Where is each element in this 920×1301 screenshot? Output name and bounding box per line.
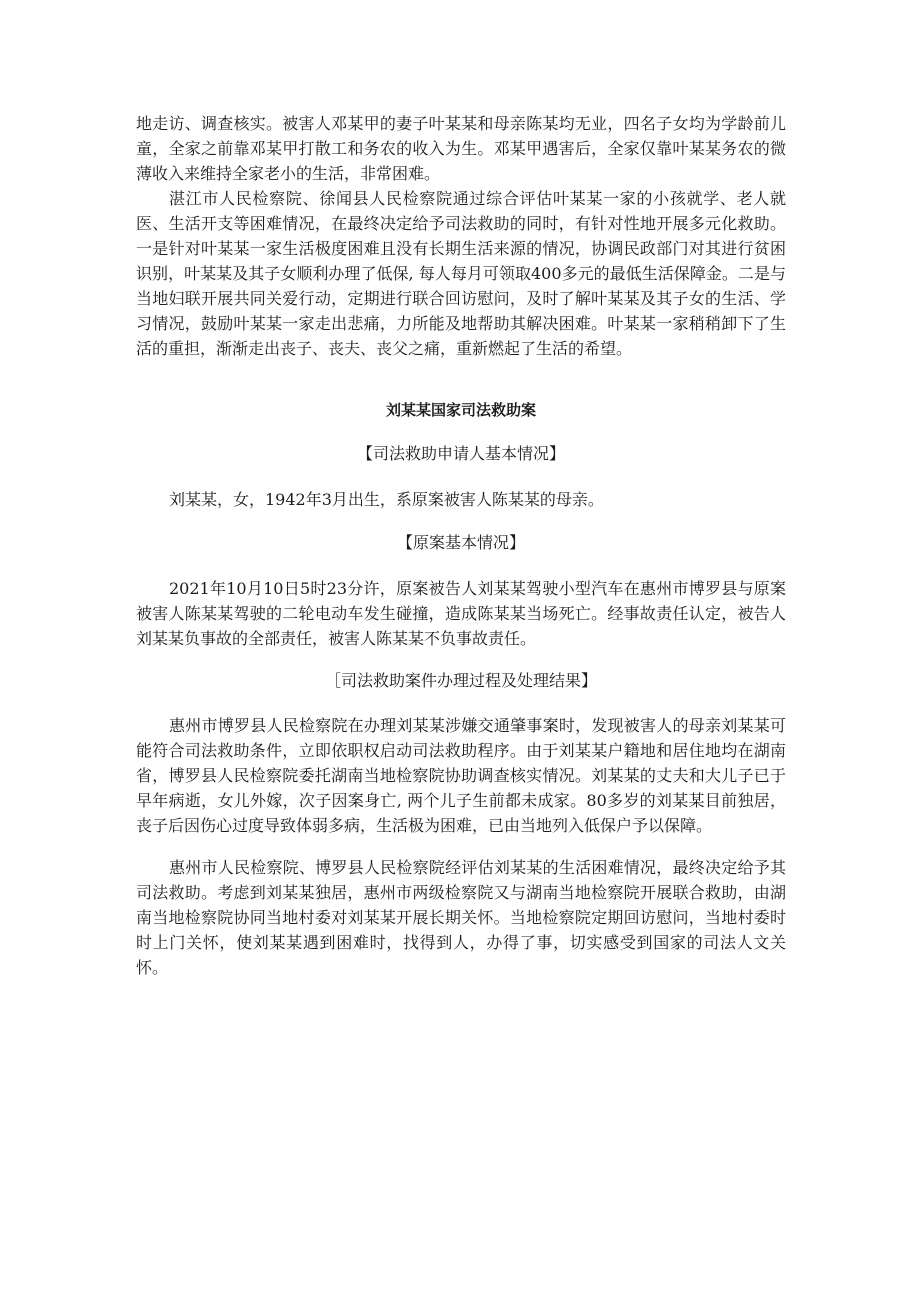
paragraph-applicant: 刘某某，女，1942年3月出生，系原案被害人陈某某的母亲。 (169, 490, 604, 509)
paragraph-diversified-aid: 湛江市人民检察院、徐闻县人民检察院通过综合评估叶某某一家的小孩就学、老人就医、生活开支等困难情况，在最终决定给予司法救助的同时，有针对性地开展多元化救助。一是针对叶某某一家生活极度困难且没有长期生活来源的情况，协调民政部门对其进行贫困识别，叶某某及其子女顺利办理了低保, 每人每月可领取400多元的最低生活保障金。二是与当地妇联开展共同关爱行动，定期进行联合回访慰问，及时了解叶某某及其子女的生活、学习情况，鼓励叶某某一家走出悲痛，力所能及地帮助其解决困难。叶某某一家稍稍卸下了生活的重担，渐渐走出丧子、丧夫、丧父之痛，重新燃起了生活的希望。 (136, 189, 786, 358)
case-title: 刘某某国家司法救助案 (385, 401, 536, 419)
paragraph-process-2: 惠州市人民检察院、博罗县人民检察院经评估刘某某的生活困难情况，最终决定给予其司法救助。考虑到刘某某独居，惠州市两级检察院又与湖南当地检察院开展联合救助，由湖南当地检察院协同当地村委对刘某某开展长期关怀。当地检察院定期回访慰问，当地村委时时上门关怀，使刘某某遇到困难时，找得到人，办得了事，切实感受到国家的司法人文关怀。 (136, 858, 786, 977)
paragraph-family-situation: 地走访、调查核实。被害人邓某甲的妻子叶某某和母亲陈某均无业，四名子女均为学龄前儿童，全家之前靠邓某甲打散工和务农的收入为生。邓某甲遇害后，全家仅靠叶某某务农的微薄收入来维持全家老小的生活，非常困难。 (136, 114, 786, 183)
heading-process: ［司法救助案件办理过程及处理结果】 (324, 671, 597, 690)
paragraph-process-1: 惠州市博罗县人民检察院在办理刘某某涉嫌交通肇事案时，发现被害人的母亲刘某某可能符合司法救助条件，立即依职权启动司法救助程序。由于刘某某户籍地和居住地均在湖南省，博罗县人民检察院委托湖南当地检察院协助调查核实情况。刘某某的丈夫和大儿子已于早年病逝，女儿外嫁，次子因案身亡, 两个儿子生前都未成家。80多岁的刘某某目前独居，丧子后因伤心过度导致体弱多病，生活极为困难，已由当地列入低保户予以保障。 (136, 716, 786, 835)
heading-applicant: 【司法救助申请人基本情况】 (356, 444, 565, 463)
paragraph-original-case: 2021年10月10日5时23分许，原案被告人刘某某驾驶小型汽车在惠州市博罗县与原案被害人陈某某驾驶的二轮电动车发生碰撞，造成陈某某当场死亡。经事故责任认定，被告人刘某某负事故的全部责任，被害人陈某某不负事故责任。 (136, 579, 786, 648)
heading-original-case: 【原案基本情况】 (396, 533, 525, 552)
